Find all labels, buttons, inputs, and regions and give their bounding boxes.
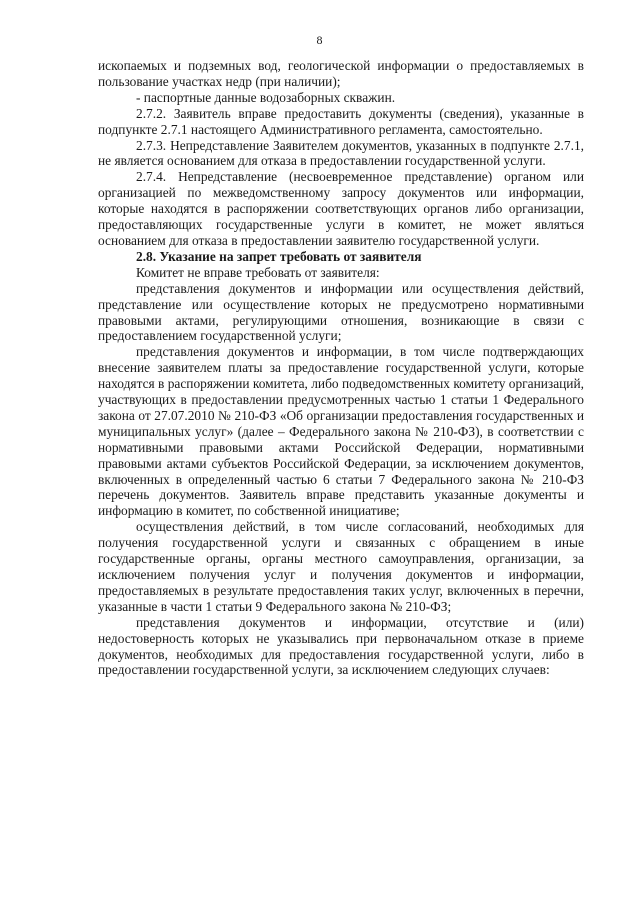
paragraph: 2.7.4. Непредставление (несвоевременное представление) органом или организацией по межведомственному запросу документов или информации, которые находятся в распоряжении соответствующих органов либо организации, предоставляющих государственные услуги в комитет, не может являться основанием для отказа в предоставлении заявителю государственной услуги.: [98, 169, 584, 248]
paragraph: осуществления действий, в том числе согласований, необходимых для получения государственной услуги и связанных с обращением в иные государственные органы, органы местного самоуправления, организации, за исключением получения услуг и получения документов и информации, предоставляемых в результате предоставления таких услуг, включенных в перечни, указанные в части 1 статьи 9 Федерального закона № 210-ФЗ;: [98, 519, 584, 614]
paragraph: 2.7.2. Заявитель вправе предоставить документы (сведения), указанные в подпункте 2.7.1 настоящего Административного регламента, самостоятельно.: [98, 105, 584, 137]
paragraph: 2.7.3. Непредставление Заявителем документов, указанных в подпункте 2.7.1, не является основанием для отказа в предоставлении государственной услуги.: [98, 137, 584, 169]
paragraph: представления документов и информации, отсутствие и (или) недостоверность которых не указывались при первоначальном отказе в приеме документов, необходимых для предоставления государственной услуги, либо в предоставлении государственной услуги, за исключением следующих случаев:: [98, 614, 584, 678]
document-body: [98, 58, 584, 678]
paragraph: ископаемых и подземных вод, геологической информации о предоставляемых в пользование участках недр (при наличии);: [98, 58, 584, 89]
paragraph: представления документов и информации, в том числе подтверждающих внесение заявителем платы за предоставление государственной услуги, которые находятся в распоряжении комитета, либо подведомственных комитету организаций, участвующих в предоставлении предусмотренных частью 1 статьи 1 Федерального закона от 27.07.2010 № 210-ФЗ «Об организации предоставления государственных и муниципальных услуг» (далее – Федерального закона № 210-ФЗ), в соответствии с нормативными правовыми актами Российской Федерации, нормативными правовыми актами субъектов Российской Федерации, за исключением документов, включенных в определенный частью 6 статьи 7 Федерального закона № 210-ФЗ перечень документов. Заявитель вправе представить указанные документы и информацию в комитет, по собственной инициативе;: [98, 344, 584, 519]
page-number: 8: [316, 33, 323, 47]
paragraph: - паспортные данные водозаборных скважин.: [136, 89, 396, 105]
paragraph: представления документов и информации или осуществления действий, представление или осуществление которых не предусмотрено нормативными правовыми актами, регулирующими отношения, возникающие в связи с предоставлением государственной услуги;: [98, 280, 584, 344]
paragraph: Комитет не вправе требовать от заявителя:: [136, 264, 380, 280]
section-heading: 2.8. Указание на запрет требовать от заявителя: [136, 248, 422, 264]
